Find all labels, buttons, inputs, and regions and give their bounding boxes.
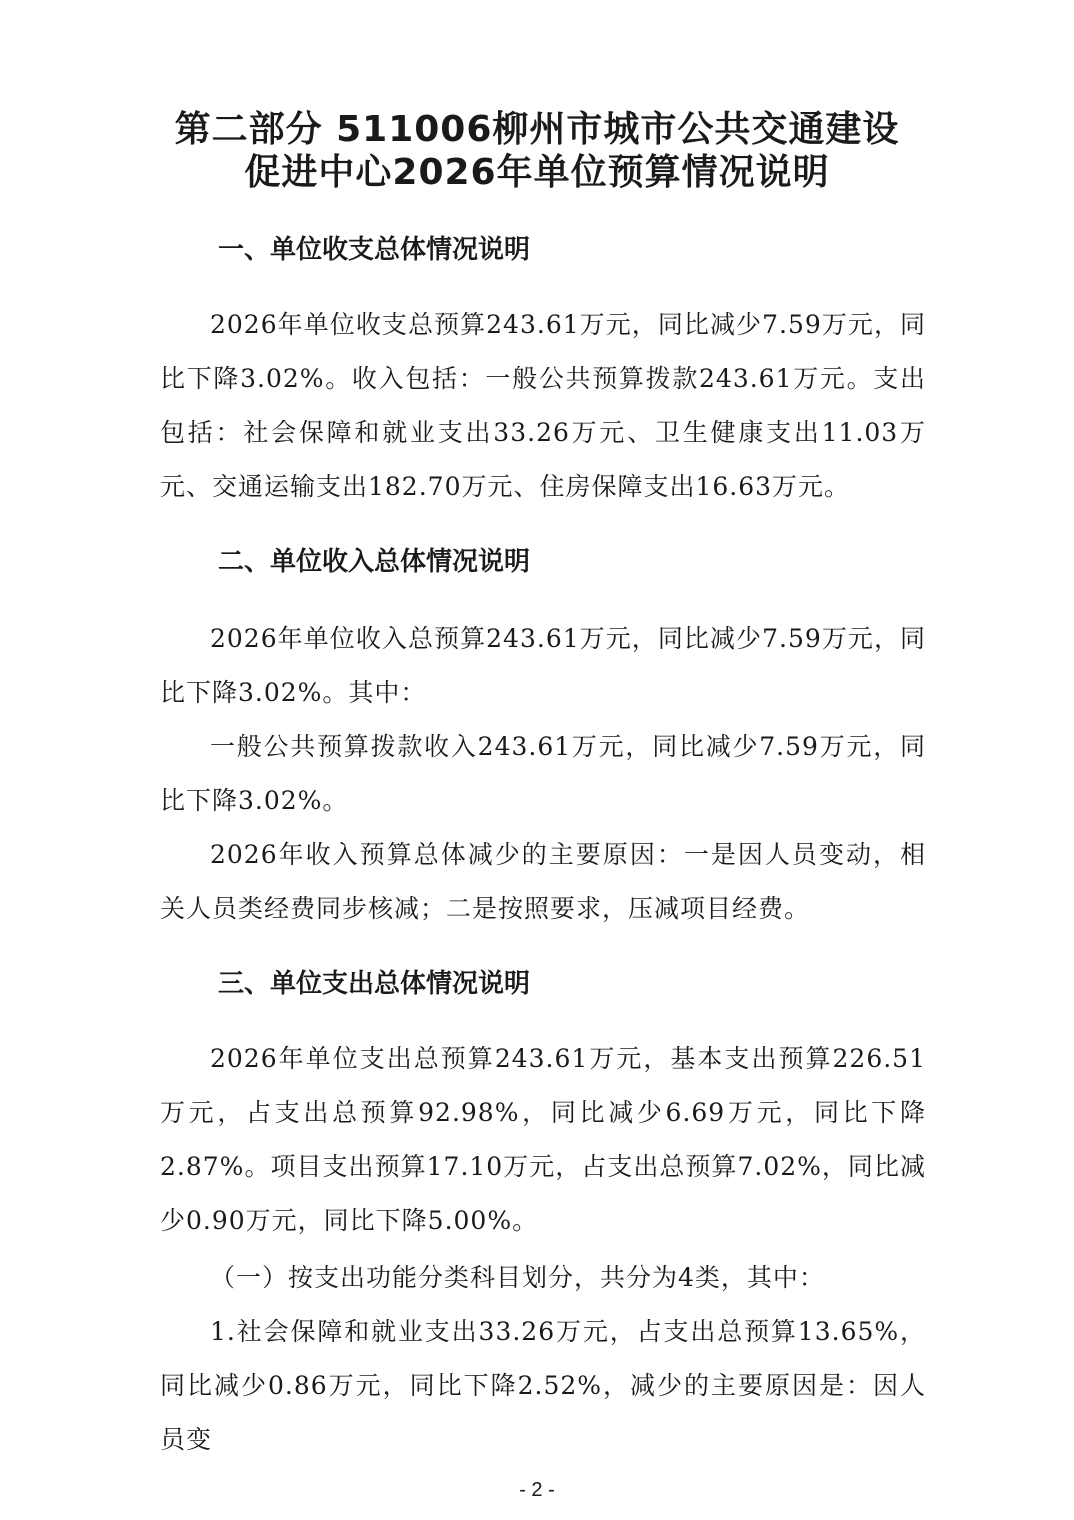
section-3-paragraph-2: （一）按支出功能分类科目划分，共分为4类，其中： xyxy=(210,1263,825,1292)
section-1-paragraph-1: 2026年单位收支总预算243.61万元，同比减少7.59万元，同比下降3.02%。收入包括：一般公共预算拨款243.61万元。支出包括：社会保障和就业支出33.26万元、卫生健康支出11.03万元、交通运输支出182.70万元、住房保障支出16.63万元。 xyxy=(160,310,926,501)
document-title-line-2: 促进中心2026年单位预算情况说明 xyxy=(244,152,830,193)
section-3-paragraph-3: 1.社会保障和就业支出33.26万元，占支出总预算13.65%，同比减少0.86万元，同比下降2.52%，减少的主要原因是：因人员变 xyxy=(160,1317,926,1454)
section-2-paragraph-3: 2026年收入预算总体减少的主要原因：一是因人员变动，相关人员类经费同步核减；二是按照要求，压减项目经费。 xyxy=(160,840,926,923)
section-3-paragraph-1: 2026年单位支出总预算243.61万元，基本支出预算226.51万元，占支出总预算92.98%，同比减少6.69万元，同比下降2.87%。项目支出预算17.10万元，占支出总预算7.02%，同比减少0.90万元，同比下降5.00%。 xyxy=(160,1044,926,1235)
section-3-heading: 三、单位支出总体情况说明 xyxy=(218,969,531,999)
page-number: - 2 - xyxy=(519,1479,555,1501)
section-2-paragraph-2: 一般公共预算拨款收入243.61万元，同比减少7.59万元，同比下降3.02%。 xyxy=(160,732,926,815)
section-1-heading: 一、单位收支总体情况说明 xyxy=(218,235,531,265)
section-2-heading: 二、单位收入总体情况说明 xyxy=(218,547,531,577)
section-2-paragraph-1: 2026年单位收入总预算243.61万元，同比减少7.59万元，同比下降3.02%。其中： xyxy=(160,624,926,707)
document-title-line-1: 第二部分 511006柳州市城市公共交通建设 xyxy=(174,109,900,150)
